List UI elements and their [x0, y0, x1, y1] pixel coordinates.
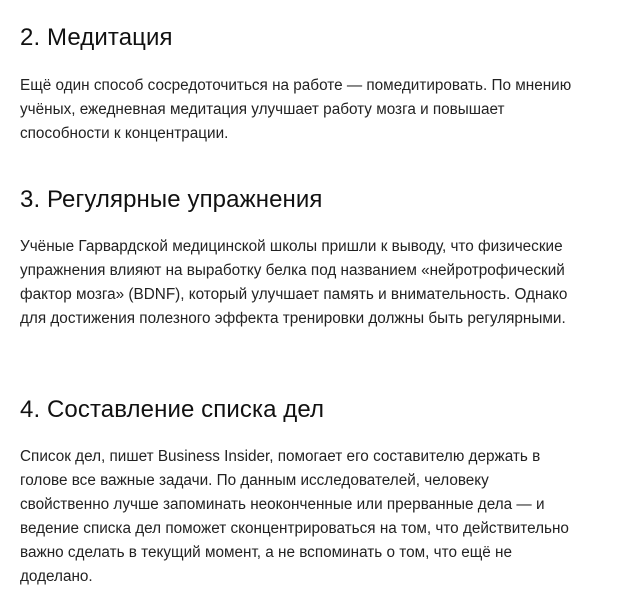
section-heading-exercise: 3. Регулярные упражнения	[20, 186, 323, 213]
section-text-todo-list: Список дел, пишет Business Insider, помогает его составителю держать в голове все важные задачи. По данным исследователей, человеку свойственно лучше запоминать неоконченные или прерванные дела — и ведение списка дел поможет сконцентрироваться на том, что действительно важно сделать в текущий момент, а не вспоминать о том, что ещё не доделано.	[20, 448, 569, 585]
section-text-meditation: Ещё один способ сосредоточиться на работе — помедитировать. По мнению учёных, ежедневная медитация улучшает работу мозга и повышает способности к концентрации.	[20, 77, 572, 142]
section-heading-meditation: 2. Медитация	[20, 24, 173, 51]
section-heading-todo-list: 4. Составление списка дел	[20, 396, 325, 423]
section-text-exercise: Учёные Гарвардской медицинской школы пришли к выводу, что физические упражнения влияют на выработку белка под названием «нейротрофический фактор мозга» (BDNF), который улучшает память и внимательность. Однако для достижения полезного эффекта тренировки должны быть регулярными.	[20, 238, 568, 327]
